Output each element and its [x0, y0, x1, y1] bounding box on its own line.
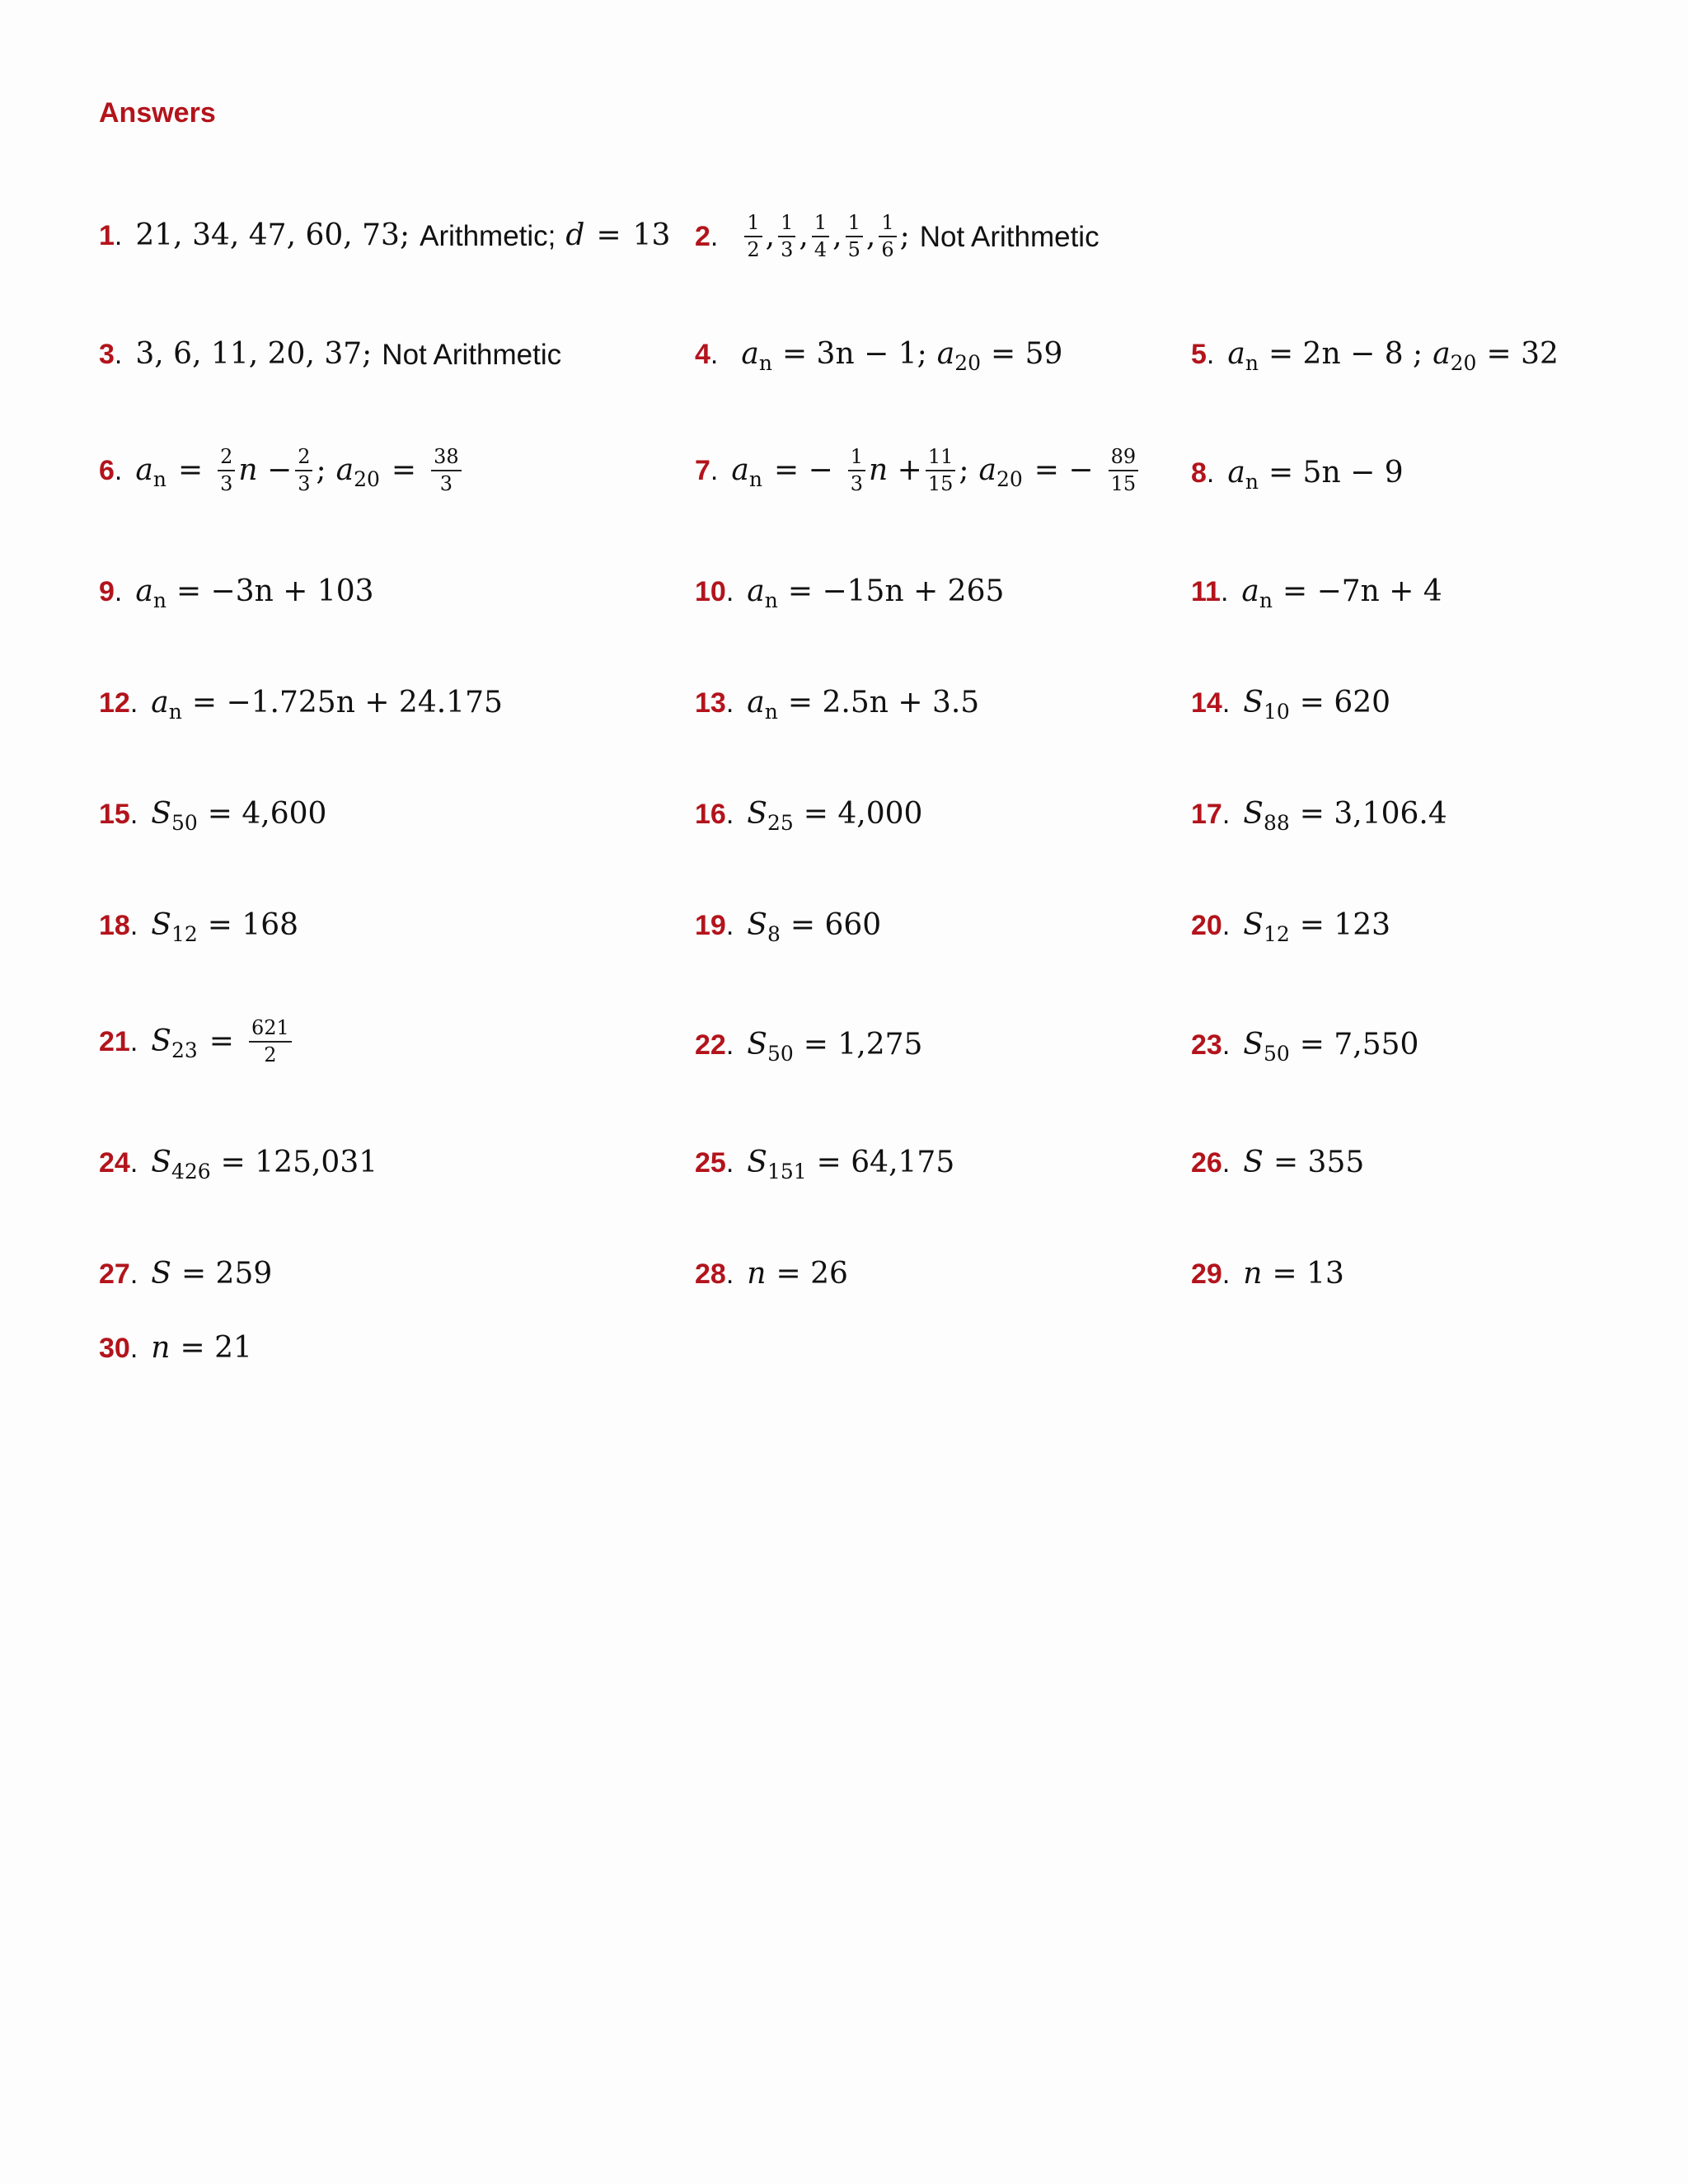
fraction: [812, 213, 829, 260]
numerator: 38: [431, 447, 462, 471]
value: = 64,175: [816, 1146, 955, 1179]
answer-29: 29 . n = 13: [1191, 1257, 1344, 1291]
term: a: [731, 453, 749, 488]
term: a: [1227, 337, 1245, 371]
numerator: 1: [778, 213, 795, 237]
answer-7: 7 . a n = − $\frac{1}{3}$ n + $\frac{11}{15}$ ; a 20 = − $\frac{89}{15}$: [695, 447, 1142, 494]
separator: ;: [316, 453, 326, 488]
numerator: 1: [879, 213, 896, 237]
subscript: 88: [1263, 810, 1290, 835]
term: a: [1241, 574, 1259, 608]
equals: =: [391, 453, 417, 488]
answer-21: 21 . S 23 = $\frac{621}{2}$: [99, 1018, 295, 1066]
answer-number: 9: [99, 576, 115, 607]
classification: Not Arithmetic: [382, 338, 562, 371]
denominator: 3: [781, 238, 794, 262]
subscript: n: [758, 350, 772, 375]
term: S: [1243, 1146, 1264, 1179]
numerator: 2: [218, 447, 235, 471]
subscript: 25: [767, 810, 794, 835]
numerator: 89: [1109, 447, 1139, 471]
expression: = 5n − 9: [1268, 456, 1404, 490]
answer-number: 23: [1191, 1029, 1222, 1061]
separator: ;: [959, 453, 969, 488]
equals: =: [177, 453, 204, 488]
answer-28: 28 . n = 26: [695, 1257, 848, 1291]
answer-number: 17: [1191, 799, 1222, 830]
term: S: [151, 908, 171, 942]
subscript: 20: [954, 350, 982, 375]
subscript: 151: [767, 1159, 807, 1183]
answer-number: 7: [695, 455, 710, 487]
answer-19: 19 . S 8 = 660: [695, 908, 882, 946]
answer-26: 26 . S = 355: [1191, 1146, 1365, 1179]
subscript: n: [1245, 469, 1259, 494]
fraction: [431, 447, 462, 494]
answer-30: 30 . n = 21: [99, 1331, 252, 1365]
answer-number: 24: [99, 1147, 130, 1179]
answer-27: 27 . S = 259: [99, 1257, 273, 1291]
term: S: [1243, 908, 1264, 942]
answer-number: 25: [695, 1147, 726, 1179]
subscript: n: [748, 466, 762, 491]
expression: = −3n + 103: [176, 574, 374, 608]
expression: = 3n − 1;: [781, 337, 927, 371]
expression: = 2n − 8 ;: [1268, 337, 1423, 371]
value: = 4,600: [207, 797, 327, 831]
value: = 7,550: [1299, 1028, 1419, 1062]
subscript: n: [152, 588, 166, 612]
subscript: 50: [1263, 1041, 1290, 1066]
denominator: 6: [881, 238, 894, 262]
equals: = −: [1034, 453, 1094, 488]
expression: = −15n + 265: [787, 574, 1005, 608]
denominator: 2: [747, 238, 760, 262]
answer-14: 14 . S 10 = 620: [1191, 686, 1391, 724]
term: a: [741, 337, 759, 371]
classification: Arithmetic;: [420, 219, 556, 252]
answer-number: 13: [695, 687, 726, 719]
term: S: [747, 1146, 767, 1179]
denominator: 3: [439, 472, 452, 496]
fraction: [778, 213, 795, 260]
term: n: [1243, 1257, 1263, 1291]
value: = 59: [991, 337, 1063, 371]
answer-25: 25 . S 151 = 64,175: [695, 1146, 955, 1183]
denominator: 15: [1110, 472, 1137, 496]
term: S: [747, 1028, 767, 1062]
term: S: [747, 797, 767, 831]
term: a: [151, 686, 169, 719]
answer-8: 8 . a n = 5n − 9: [1191, 456, 1404, 494]
subscript: n: [1259, 588, 1273, 612]
fraction: [848, 447, 865, 494]
term: n: [151, 1331, 171, 1365]
value: = 4,000: [803, 797, 923, 831]
denominator: 3: [850, 472, 864, 496]
fraction: [295, 447, 312, 494]
numerator: 1: [846, 213, 863, 237]
answer-number: 6: [99, 455, 115, 487]
term: S: [151, 1024, 171, 1059]
answer-number: 21: [99, 1026, 130, 1058]
term: a: [335, 453, 354, 488]
term: a: [978, 453, 996, 488]
subscript: 20: [996, 466, 1023, 491]
answer-15: 15 . S 50 = 4,600: [99, 797, 327, 835]
value: = 123: [1299, 908, 1391, 942]
answer-number: 10: [695, 576, 726, 607]
term: S: [1243, 797, 1264, 831]
term: a: [1432, 337, 1451, 371]
equals: = −: [773, 453, 833, 488]
answer-number: 8: [1191, 457, 1207, 489]
answer-number: 20: [1191, 910, 1222, 941]
subscript: 20: [354, 466, 380, 491]
term: S: [151, 1257, 171, 1291]
answer-number: 16: [695, 799, 726, 830]
sequence: 3, 6, 11, 20, 37;: [135, 337, 373, 371]
denominator: 3: [220, 472, 233, 496]
denominator: 3: [298, 472, 311, 496]
denominator: 5: [847, 238, 860, 262]
expression: n +: [869, 453, 922, 488]
value: = 13: [1272, 1257, 1344, 1291]
answer-number: 11: [1191, 576, 1221, 607]
value: = 3,106.4: [1299, 797, 1447, 831]
term: a: [747, 574, 765, 608]
numerator: 11: [926, 447, 956, 471]
subscript: 8: [767, 921, 781, 946]
answer-2: 2 . $\frac{1}{2}$ , $\frac{1}{3}$ , $\frac{1}{4}$ , $\frac{1}{5}$ , $\frac{1}{6}$ ; Not Arithmetic: [695, 211, 1100, 262]
value: = 660: [790, 908, 882, 942]
answer-number: 14: [1191, 687, 1222, 719]
term: a: [747, 686, 765, 719]
value: = 620: [1299, 686, 1391, 719]
fraction: [879, 213, 896, 260]
numerator: 2: [295, 447, 312, 471]
answer-number: 26: [1191, 1147, 1222, 1179]
value: = 355: [1273, 1146, 1365, 1179]
denominator: 15: [927, 472, 954, 496]
answer-10: 10 . a n = −15n + 265: [695, 574, 1005, 612]
value: = 21: [180, 1331, 252, 1365]
sequence: 21, 34, 47, 60, 73;: [135, 218, 410, 252]
answer-22: 22 . S 50 = 1,275: [695, 1028, 923, 1066]
term: S: [151, 797, 171, 831]
term: S: [151, 1146, 171, 1179]
answer-number: 30: [99, 1333, 130, 1364]
subscript: n: [168, 699, 182, 724]
answer-number: 2: [695, 221, 710, 253]
answer-number: 4: [695, 339, 710, 370]
answer-13: 13 . a n = 2.5n + 3.5: [695, 686, 980, 724]
answer-5: 5 . a n = 2n − 8 ; a 20 = 32: [1191, 337, 1559, 375]
subscript: 50: [171, 810, 198, 835]
page-title: Answers: [99, 97, 216, 129]
equals: =: [209, 1024, 234, 1059]
answer-24: 24 . S 426 = 125,031: [99, 1146, 378, 1183]
answer-23: 23 . S 50 = 7,550: [1191, 1028, 1419, 1066]
fraction: [218, 447, 235, 494]
numerator: 1: [848, 447, 865, 471]
fraction: [744, 213, 762, 260]
subscript: n: [764, 699, 778, 724]
value: = 1,275: [803, 1028, 923, 1062]
fraction: [846, 213, 863, 260]
answer-20: 20 . S 12 = 123: [1191, 908, 1391, 946]
value: = 259: [181, 1257, 273, 1291]
answer-17: 17 . S 88 = 3,106.4: [1191, 797, 1447, 835]
subscript: n: [764, 588, 778, 612]
subscript: 23: [171, 1038, 198, 1062]
answer-number: 3: [99, 339, 115, 370]
answer-number: 15: [99, 799, 130, 830]
fraction: [926, 447, 956, 494]
term: n: [747, 1257, 767, 1291]
answer-number: 19: [695, 910, 726, 941]
expression: = 2.5n + 3.5: [787, 686, 980, 719]
answer-number: 28: [695, 1258, 726, 1290]
answer-1: 1 . 21, 34, 47, 60, 73; Arithmetic; d = 13: [99, 218, 671, 252]
term: S: [1243, 686, 1264, 719]
subscript: 50: [767, 1041, 794, 1066]
numerator: 1: [744, 213, 762, 237]
equals: =: [596, 218, 621, 252]
value: 13: [632, 218, 671, 252]
term: a: [135, 453, 153, 488]
answer-16: 16 . S 25 = 4,000: [695, 797, 923, 835]
answer-4: 4 . a n = 3n − 1; a 20 = 59: [695, 337, 1063, 375]
answer-9: 9 . a n = −3n + 103: [99, 574, 374, 612]
variable: d: [565, 218, 585, 252]
denominator: 4: [814, 238, 828, 262]
value: = 26: [776, 1257, 848, 1291]
answer-number: 1: [99, 220, 115, 251]
answer-number: 5: [1191, 339, 1207, 370]
term: a: [135, 574, 153, 608]
numerator: 1: [812, 213, 829, 237]
fraction: [1109, 447, 1139, 494]
answer-12: 12 . a n = −1.725n + 24.175: [99, 686, 503, 724]
value: = 168: [207, 908, 299, 942]
answer-number: 27: [99, 1258, 130, 1290]
answer-3: 3 . 3, 6, 11, 20, 37; Not Arithmetic: [99, 337, 562, 371]
fraction: [249, 1018, 292, 1066]
subscript: 12: [1263, 921, 1290, 946]
subscript: 20: [1450, 350, 1477, 375]
term: S: [1243, 1028, 1264, 1062]
answer-18: 18 . S 12 = 168: [99, 908, 299, 946]
answer-6: 6 . a n = $\frac{2}{3}$ n − $\frac{2}{3}$ ; a 20 = $\frac{38}{3}$: [99, 447, 465, 494]
value: = 125,031: [220, 1146, 378, 1179]
denominator: 2: [264, 1043, 277, 1067]
subscript: 10: [1263, 699, 1290, 724]
classification: Not Arithmetic: [919, 220, 1100, 253]
term: a: [1227, 456, 1245, 490]
answer-11: 11 . a n = −7n + 4: [1191, 574, 1442, 612]
answer-number: 18: [99, 910, 130, 941]
subscript: 12: [171, 921, 198, 946]
term: S: [747, 908, 767, 942]
subscript: 426: [171, 1159, 211, 1183]
subscript: n: [1245, 350, 1259, 375]
value: = 32: [1486, 337, 1559, 371]
answer-number: 29: [1191, 1258, 1222, 1290]
term: a: [936, 337, 955, 371]
expression: = −7n + 4: [1282, 574, 1442, 608]
answer-number: 12: [99, 687, 130, 719]
numerator: 621: [249, 1018, 292, 1043]
expression: = −1.725n + 24.175: [191, 686, 503, 719]
expression: n −: [238, 453, 293, 488]
subscript: n: [152, 466, 166, 491]
answer-number: 22: [695, 1029, 726, 1061]
